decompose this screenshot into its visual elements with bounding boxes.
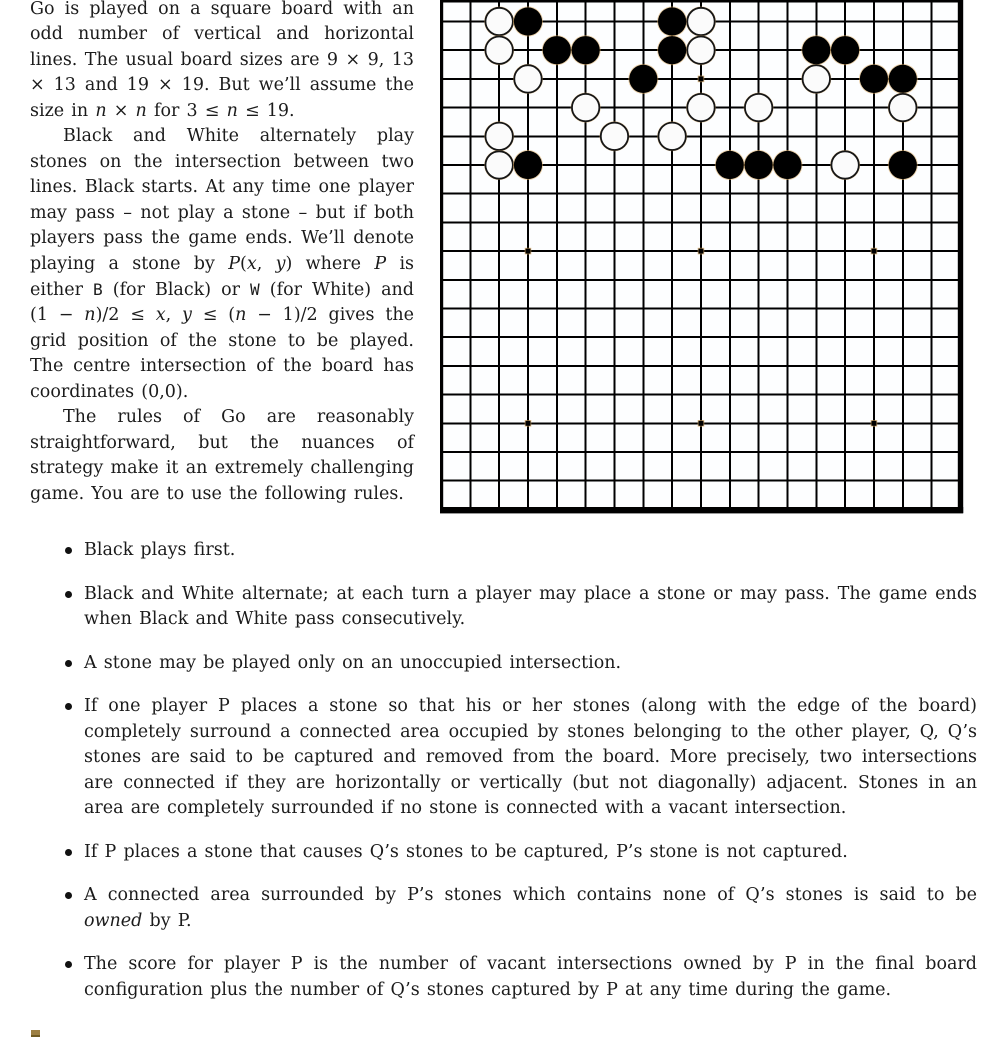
black-stone — [514, 7, 542, 35]
white-stone — [889, 94, 916, 121]
rule-item-2 — [63, 582, 977, 633]
black-stone — [658, 7, 686, 35]
intro-paragraphs — [30, 0, 414, 507]
bullet-icon — [65, 961, 72, 968]
italic-text: P — [228, 253, 240, 274]
body-text: is either — [30, 253, 415, 300]
hoshi-point — [698, 421, 703, 426]
bullet-icon — [65, 591, 72, 598]
white-stone — [687, 94, 714, 121]
board-border-left — [440, 0, 443, 513]
bullet-icon — [65, 660, 72, 667]
white-stone — [803, 65, 830, 92]
black-stone — [745, 151, 773, 179]
body-text: Black and White alternate; at each turn a player may place a stone or may pass. The game ends when Black and White pass consecutively. — [84, 583, 977, 629]
board-border-top — [440, 0, 963, 3]
body-text: Black and White alternately play stones on the intersection between two lines. Black starts. At any time one player may pass – not play a stone – but if both players pass the game ends. We’ll denote playing a stone by — [30, 126, 414, 274]
go-board-svg — [440, 0, 965, 514]
body-text: − 1)/2 gives the grid position of the stone to be played. The centre intersection of the board has coordinates (0,0). — [30, 305, 415, 402]
black-stone — [831, 36, 859, 64]
italic-text: x — [246, 253, 257, 274]
body-text: for 3 ≤ — [146, 100, 227, 121]
rule-item-4 — [63, 694, 977, 822]
black-stone — [889, 65, 917, 93]
rule-item-3 — [63, 651, 977, 677]
black-stone — [658, 36, 686, 64]
paragraph-1 — [30, 0, 414, 124]
body-text: If P places a stone that causes Q’s stones to be captured, P’s stone is not captured. — [84, 841, 848, 862]
black-stone — [716, 151, 744, 179]
body-text: The rules of Go are reasonably straightforward, but the nuances of strategy make it an extremely challenging game. You are to use the following rules. — [30, 407, 414, 504]
paragraph-2 — [30, 124, 414, 405]
body-text: A stone may be played only on an unoccupied intersection. — [84, 652, 622, 673]
white-stone — [687, 37, 714, 64]
hoshi-point — [871, 421, 876, 426]
italic-text: n — [135, 100, 147, 121]
hoshi-point — [871, 249, 876, 254]
rule-item-7 — [63, 952, 977, 1003]
go-board-figure — [440, 0, 965, 514]
bullet-icon — [65, 547, 72, 554]
typewriter-text: W — [250, 279, 260, 299]
black-stone — [514, 151, 542, 179]
italic-text: n — [235, 305, 247, 326]
hoshi-point — [698, 249, 703, 254]
black-stone — [629, 65, 657, 93]
body-text: The score for player P is the number of vacant intersections owned by P in the final board configuration plus the number of Q’s stones captured by P at any time during the game. — [84, 954, 977, 1000]
white-stone — [745, 94, 772, 121]
italic-text: y — [182, 305, 192, 326]
white-stone — [485, 37, 512, 64]
black-stone — [802, 36, 830, 64]
italic-text: n — [95, 100, 107, 121]
hoshi-point — [525, 249, 530, 254]
bullet-icon — [65, 849, 72, 856]
white-stone — [485, 151, 512, 178]
body-text: (for Black) or — [102, 279, 251, 300]
italic-text: P — [374, 253, 387, 274]
white-stone — [485, 8, 512, 35]
italic-text: n — [84, 305, 96, 326]
body-text: ≤ 19. — [237, 100, 295, 121]
body-text: A connected area surrounded by P’s stones which contains none of Q’s stones is said to be — [84, 885, 977, 905]
rules-list — [63, 538, 977, 1021]
paragraph-3 — [30, 405, 414, 507]
rule-item-5 — [63, 840, 977, 866]
black-stone — [773, 151, 801, 179]
bullet-icon — [65, 892, 72, 899]
hoshi-point — [698, 76, 703, 81]
typewriter-text: B — [93, 279, 103, 299]
body-text: Go is played on a square board with an odd number of vertical and horizontal lines. The usual board sizes are 9 × 9, 13 × 13 and 19 × 19. But we’ll assume the size in — [30, 0, 414, 121]
cropped-element-mark — [31, 1030, 40, 1037]
white-stone — [687, 8, 714, 35]
white-stone — [831, 151, 858, 178]
black-stone — [572, 36, 600, 64]
body-text: , — [256, 253, 276, 274]
body-text: Black plays first. — [84, 540, 236, 560]
body-text: ) where — [285, 253, 375, 274]
italic-text: owned — [84, 910, 143, 931]
board-border-bottom — [440, 507, 963, 513]
body-text: )/2 ≤ — [95, 305, 156, 326]
italic-text: x — [155, 305, 166, 326]
body-text: by P. — [142, 910, 192, 931]
italic-text: y — [275, 253, 286, 274]
rule-item-1 — [63, 538, 977, 564]
body-text: If one player P places a stone so that his or her stones (along with the edge of the board) completely surround a connected area occupied by stones belonging to the other player, Q, Q’s stones are said to be captured and removed from the board. More precisely, two intersections are connected if they are horizontally or vertically (but not diagonally) adjacent. Stones in an area are completely surrounded if no stone is connected with a vacant intersection. — [84, 696, 977, 818]
bullet-icon — [65, 703, 72, 710]
white-stone — [485, 123, 512, 150]
white-stone — [514, 65, 541, 92]
black-stone — [889, 151, 917, 179]
white-stone — [572, 94, 599, 121]
body-text: , — [165, 305, 183, 326]
body-text: (for White) and (1 − — [30, 279, 415, 326]
board-border-right — [958, 0, 963, 513]
white-stone — [658, 123, 685, 150]
italic-text: n — [226, 100, 238, 121]
black-stone — [860, 65, 888, 93]
body-text: ( — [240, 253, 247, 274]
body-text: × — [106, 100, 136, 121]
body-text: ≤ ( — [191, 305, 236, 326]
rule-item-6 — [63, 883, 977, 934]
hoshi-point — [525, 421, 530, 426]
white-stone — [601, 123, 628, 150]
black-stone — [543, 36, 571, 64]
